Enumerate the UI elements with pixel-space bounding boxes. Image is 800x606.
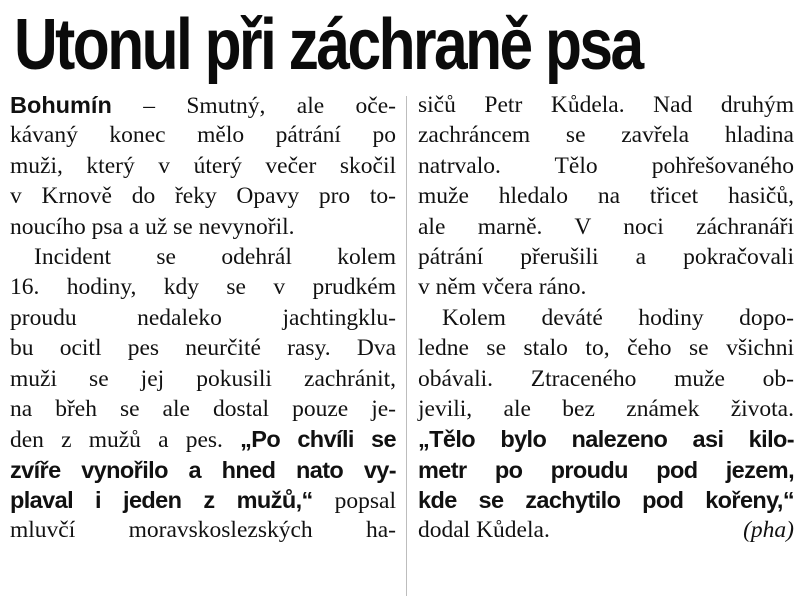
text-line: v Krnově do řeky Opavy pro to- [10,183,396,210]
text-line [418,515,794,545]
text-line: 16. hodiny, kdy se v prudkém [10,274,396,301]
text-line: zachráncem se zavřela hladina [418,122,794,149]
paragraph-found [418,303,794,546]
dateline: Bohumín [10,92,112,118]
text-fragment: – Smutný, ale oče- [111,93,396,119]
text-line [10,485,396,515]
quote-fragment: plaval i jeden z mužů,“ [10,487,313,514]
text-fragment: den z mužů a pes. [10,427,241,454]
text-line: kávaný konec mělo pátrání po [10,122,396,149]
text-line: noucího psa a už se nevynořil. [10,213,295,240]
text-line: sičů Petr Kůdela. Nad druhým [418,92,794,118]
text-line: na břeh se ale dostal pouze je- [10,395,396,422]
quote-fragment: „Po chvíli se [240,426,396,453]
paragraph-incident [10,242,396,546]
column-divider [406,96,407,596]
author-byline: (pha) [743,517,794,544]
quote-line: „Tělo bylo nalezeno asi kilo- [418,426,794,453]
quote-line: metr po proudu pod jezem, [418,456,794,483]
text-line: Kolem deváté hodiny dopo- [442,304,794,331]
quote-line: zvíře vynořilo a hned nato vy- [10,456,396,483]
text-fragment: dodal Kůdela. [418,517,550,544]
text-line: obávali. Ztraceného muže ob- [418,365,794,392]
text-line [10,90,396,120]
text-line: mluvčí moravskoslezských ha- [10,517,396,544]
text-line: Incident se odehrál kolem [34,243,396,270]
text-line: natrvalo. Tělo pohřešovaného [418,152,794,179]
text-line: muže hledalo na třicet hasičů, [418,183,794,210]
text-line: jevili, ale bez známek života. [418,395,794,422]
article-column-left [10,90,396,546]
text-line: v něm včera ráno. [418,274,587,301]
article-column-right [418,90,794,546]
paragraph-lead [10,90,396,242]
text-line: pátrání přerušili a pokračovali [418,243,794,270]
text-line: ale marně. V noci záchranáři [418,213,794,240]
text-line: muži, který v úterý večer skočil [10,152,396,179]
text-line: proudu nedaleko jachtingklu- [10,304,396,331]
text-line: ledne se stalo to, čeho se všichni [418,335,794,362]
quote-line: kde se zachytilo pod kořeny,“ [418,487,794,514]
paragraph-search [418,90,794,303]
text-line [10,424,396,454]
text-fragment: popsal [312,488,396,515]
article-headline: Utonul při záchraně psa [14,5,642,85]
text-line: muži se jej pokusili zachránit, [10,365,396,392]
text-line: bu ocitl pes neurčité rasy. Dva [10,335,396,362]
